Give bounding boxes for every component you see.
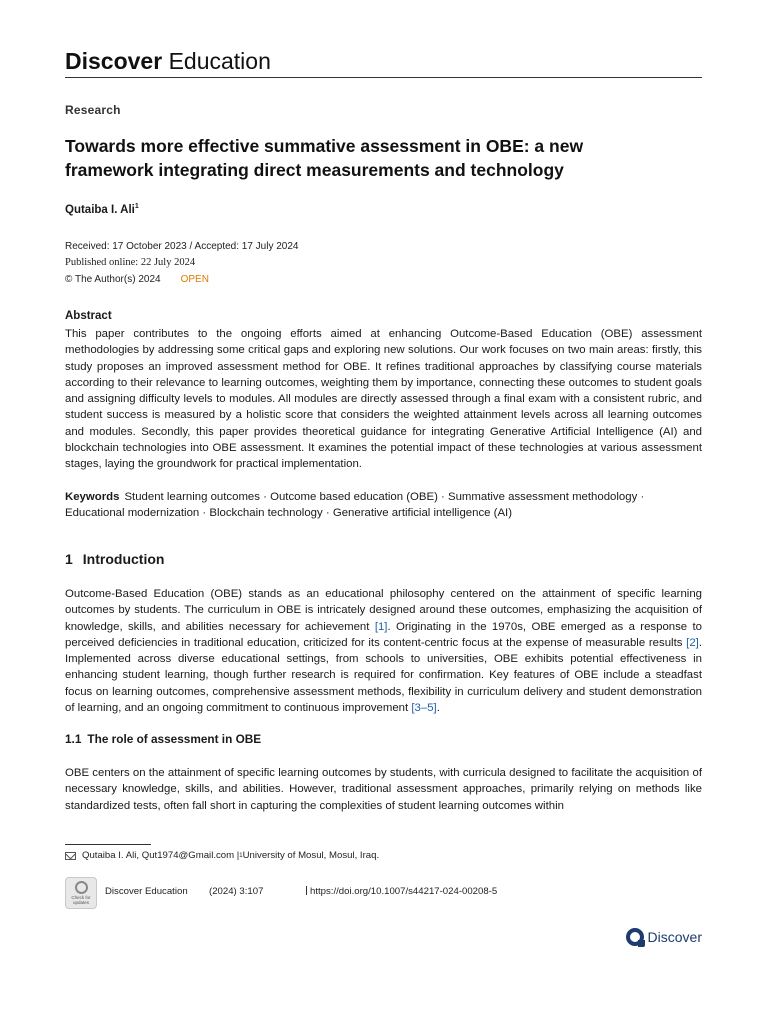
footer-doi — [306, 886, 497, 897]
keywords — [65, 489, 702, 522]
check-for-updates-badge[interactable] — [65, 877, 97, 909]
abstract-heading: Abstract — [65, 310, 112, 322]
publisher-logo[interactable] — [626, 928, 702, 946]
open-access-badge[interactable]: OPEN — [180, 274, 209, 285]
author-affiliation-mark: 1 — [134, 203, 139, 210]
intro-text-4: . — [436, 702, 440, 715]
section-title: Introduction — [82, 551, 165, 567]
affiliation-text: University of Mosul, Mosul, Iraq. — [242, 850, 380, 861]
header-rule — [65, 77, 702, 78]
citation-link-2[interactable]: [2] — [686, 636, 699, 649]
updates-icon — [75, 881, 88, 894]
footer-volume: (2024) 3:107 — [209, 886, 264, 897]
correspondence-author[interactable]: Qutaiba I. Ali, Qut1974@Gmail.com | — [82, 850, 240, 861]
subsection-title: The role of assessment in OBE — [87, 732, 262, 746]
updates-badge-text: Check for updates — [71, 895, 91, 905]
citation-link-1[interactable]: [1] — [374, 620, 388, 633]
doi-separator — [306, 886, 307, 895]
journal-subject: Education — [168, 48, 271, 74]
footer-journal: Discover Education — [105, 886, 188, 897]
intro-text-3: . Implemented across diverse educational settings, from schools to universities, OBE exhibits potential effectiveness in enhancing student learning, though further research is required for confirmation. Key features of OBE include a steadfast focus on learning outcomes, comprehensive assessment methods, flexibility in curriculum delivery and student demonstration of learning, and an ongoing commitment to continuous improvement — [65, 636, 702, 715]
intro-text-1: Outcome-Based Education (OBE) stands as an educational philosophy centered on the attainment of specific learning outcomes by students. The curriculum in OBE is intricately designed around these outcomes, emphasizing the acquisition of knowledge, skills, and abilities necessary for achievement — [65, 588, 702, 633]
author-name[interactable]: Qutaiba I. Ali — [65, 203, 135, 216]
envelope-icon[interactable] — [65, 852, 76, 860]
discover-logo-icon — [626, 928, 644, 946]
journal-title — [65, 46, 271, 76]
abstract-text: This paper contributes to the ongoing efforts aimed at enhancing Outcome-Based Education (OBE) assessment methodologies by addressing some critical gaps and exploring new solutions. Our work focuses on two main areas: firstly, this study proposes an improved assessment method for OBE. It refines traditional approaches by classifying course materials according to their relevance to learning outcomes, weighting them by importance, connecting these outcomes to student goals and assigning difficulty levels to modules. All modules are directly assessed through a final exam with a consistent rubric, and student success is measured by a holistic score that considers the weighted attainment levels across all learning outcomes and modules. Secondly, this paper provides theoretical guidance for integrating Generative Artificial Intelligence (AI) and blockchain technologies into OBE assessment. It examines the potential impact of these technologies at various assessment stages, laying the groundwork for practical implementation. — [65, 328, 702, 471]
keywords-list: Student learning outcomes · Outcome based education (OBE) · Summative assessment methodology · Educational modernization · Blockchain technology · Generative artificial intelligence (AI) — [65, 491, 645, 520]
copyright-line — [65, 273, 209, 287]
copyright-text: © The Author(s) 2024 — [65, 274, 161, 285]
journal-brand: Discover — [65, 48, 163, 74]
published-date: Published online: 22 July 2024 — [65, 257, 196, 268]
article-type: Research — [65, 103, 121, 117]
section-number: 1 — [65, 551, 73, 567]
intro-text-2: . Originating in the 1970s, OBE emerged as a response to perceived deficiencies in traditional education, criticized for its content-centric focus at the expense of measurable results — [65, 620, 703, 649]
assessment-paragraph: OBE centers on the attainment of specific learning outcomes by students, with curricula designed to facilitate the acquisition of necessary knowledge, skills, and abilities. However, traditional assessment approaches, primarily relying on methods like standardized tests, often fall short in capturing the complexities of student learning outcomes within — [65, 767, 702, 812]
citation-link-3[interactable]: [3–5] — [411, 702, 437, 715]
affiliation-mark: 1 — [239, 852, 243, 859]
subsection-heading-assessment — [65, 732, 261, 746]
article-title: Towards more effective summative assessment in OBE: a new framework integrating direct measurements and technology — [65, 136, 584, 180]
footnote-rule — [65, 844, 151, 845]
correspondence-footnote — [65, 850, 379, 861]
received-accepted-dates: Received: 17 October 2023 / Accepted: 17 July 2024 — [65, 241, 299, 252]
doi-link[interactable]: https://doi.org/10.1007/s44217-024-00208-5 — [310, 886, 498, 897]
section-heading-introduction — [65, 551, 164, 567]
subsection-number: 1.1 — [65, 732, 82, 746]
publisher-name: Discover — [647, 929, 702, 945]
author-line — [65, 203, 139, 216]
introduction-paragraph — [65, 586, 702, 716]
keywords-label: Keywords — [65, 491, 120, 503]
